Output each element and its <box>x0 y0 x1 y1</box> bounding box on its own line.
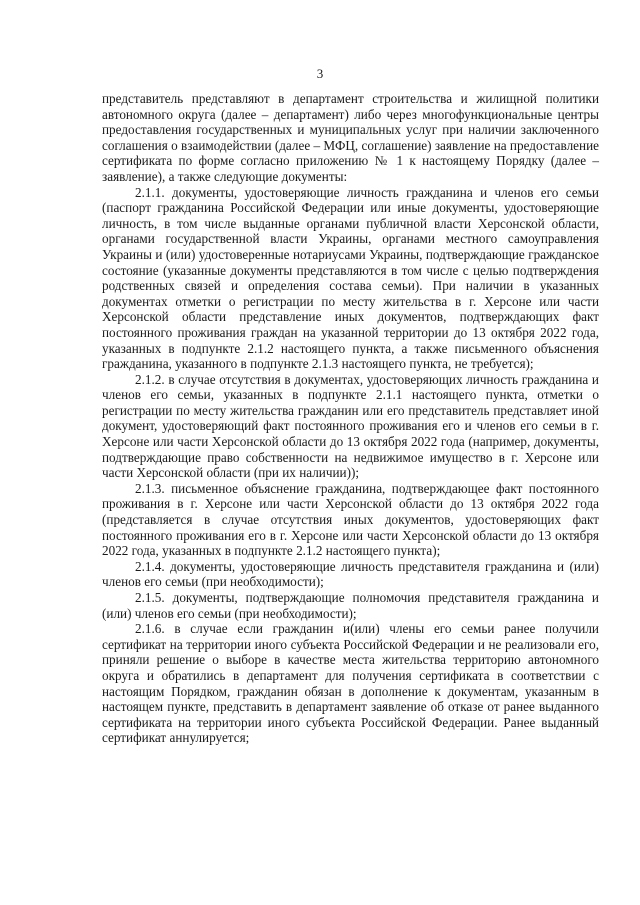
page-number: 3 <box>316 66 324 81</box>
paragraph-2-1-1: 2.1.1. документы, удостоверяющие личность гражданина и членов его семьи (паспорт гражданина Российской Федерации или иные документы, удостоверяющие личность, в том числе выданные органами публичной власти Херсонской области, органами государственной власти Украины, органами местного самоуправления Украины и (или) удостоверенные нотариусами Украины, подтверждающие гражданское состояние (указанные документы представляются в том числе с целью подтверждения родственных связей и определения состава семьи). При наличии в указанных документах отметки о регистрации по месту жительства в г. Херсоне или части Херсонской области представление иных документов, подтверждающих факт постоянного проживания граждан на указанной территории до 13 октября 2022 года, указанных в подпункте 2.1.2 настоящего пункта, а также письменного объяснения гражданина, указанного в подпункте 2.1.3 настоящего пункта, не требуется); <box>102 184 599 372</box>
paragraph-2-1-5: 2.1.5. документы, подтверждающие полномочия представителя гражданина и (или) членов его семьи (при необходимости); <box>102 590 599 621</box>
paragraph-2-1-3: 2.1.3. письменное объяснение гражданина, подтверждающее факт постоянного проживания в г. Херсоне или части Херсонской области до 13 октября 2022 года (представляется в случае отсутствия иных документов, удостоверяющих факт постоянного проживания его в г. Херсоне или части Херсонской области до 13 октября 2022 года, указанных в подпункте 2.1.2 настоящего пункта); <box>102 480 599 559</box>
paragraph-intro-continuation: представитель представляют в департамент строительства и жилищной политики автономного округа (далее – департамент) либо через многофункциональные центры предоставления государственных и муниципальных услуг при наличии заключенного соглашения о взаимодействии (далее – МФЦ, соглашение) заявление на предоставление сертификата по форме согласно приложению № 1 к настоящему Порядку (далее – заявление), а также следующие документы: <box>102 91 599 184</box>
paragraph-2-1-2: 2.1.2. в случае отсутствия в документах, удостоверяющих личность гражданина и членов его семьи, указанных в подпункте 2.1.1 настоящего пункта, отметки о регистрации по месту жительства гражданин или его представитель представляет иной документ, удостоверяющий факт постоянного проживания его и членов его семьи в г. Херсоне или части Херсонской области до 13 октября 2022 года (например, документы, подтверждающие право собственности на недвижимое имущество в г. Херсоне или части Херсонской области (при их наличии)); <box>102 371 599 481</box>
document-body <box>102 91 599 746</box>
paragraph-2-1-4: 2.1.4. документы, удостоверяющие личность представителя гражданина и (или) членов его семьи (при необходимости); <box>102 558 599 590</box>
paragraph-2-1-6: 2.1.6. в случае если гражданин и(или) члены его семьи ранее получили сертификат на территории иного субъекта Российской Федерации и не реализовали его, приняли решение о выборе в качестве места жительства территорию автономного округа и обратились в департамент для получения сертификата в соответствии с настоящим Порядком, гражданин обязан в дополнение к документам, указанным в настоящем пункте, представить в департамент заявление об отказе от ранее выданного сертификата на территории иного субъекта Российской Федерации. Ранее выданный сертификат аннулируется; <box>102 621 599 746</box>
